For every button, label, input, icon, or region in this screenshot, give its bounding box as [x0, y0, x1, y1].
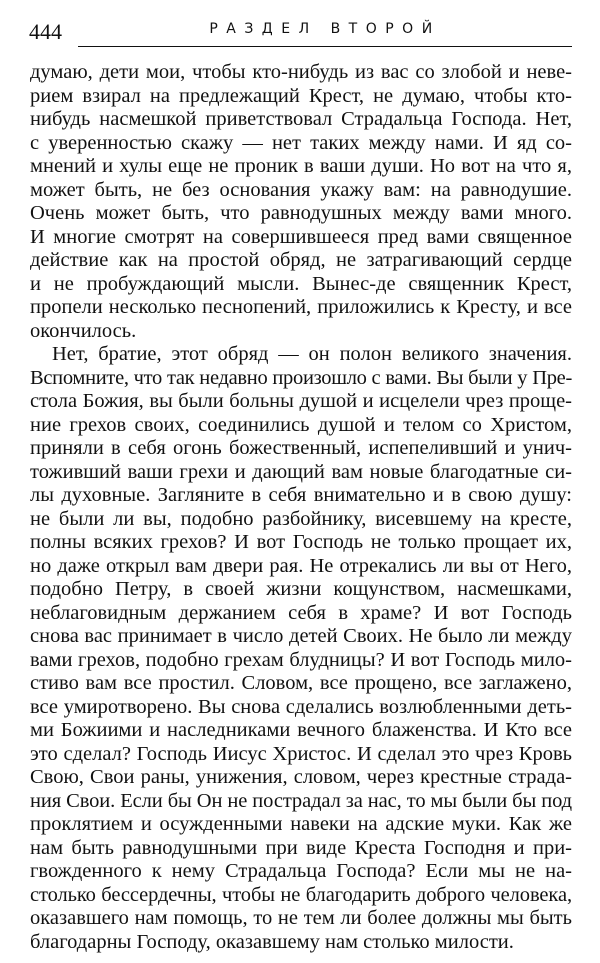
text-line: оказавшего нам помощь, то не тем ли более должны мы быть	[30, 907, 572, 929]
text-line: действие как на простой обряд, не затрагивающий сердце	[30, 249, 572, 271]
text-line: окончилось.	[30, 319, 137, 342]
text-line: ми Божиими и наследниками вечного блаженства. И Кто все	[30, 719, 572, 741]
text-line: неблаговидным держанием себя в храме? И вот Господь	[30, 601, 572, 624]
text-line: полны всяких грехов? И вот Господь не только прощает их,	[30, 531, 572, 553]
header-rule	[78, 46, 572, 47]
text-line: может быть, не без основания укажу вам: на равнодушие.	[30, 178, 572, 201]
text-line: вами грехов, подобно грехам блудницы? И вот Господь мило-	[30, 648, 572, 671]
text-line: и не пробуждающий мысли. Вынес-де священник Крест,	[30, 272, 572, 295]
text-line: ния Свои. Если бы Он не пострадал за нас, то мы были бы под	[30, 789, 572, 812]
text-line: Свою, Свои раны, унижения, словом, через крестные страда-	[30, 766, 572, 788]
text-line: приняли в себя огонь божественный, испепеливший и унич-	[30, 437, 572, 459]
text-line: И многие смотрят на совершившееся пред вами священное	[30, 225, 572, 248]
text-line: думаю, дети мои, чтобы кто-нибудь из вас со злобой и неве-	[30, 61, 572, 83]
text-line: благодарны Господу, оказавшему нам столько милости.	[30, 930, 514, 953]
running-title: РАЗДЕЛ ВТОРОЙ	[209, 21, 441, 37]
text-line: нам быть равнодушными при виде Креста Господня и при-	[30, 836, 572, 859]
page-number: 444	[29, 19, 62, 44]
text-line: снова вас принимает в число детей Своих. Не было ли между	[30, 625, 572, 647]
text-line: рием взирал на предлежащий Крест, не думаю, чтобы кто-	[30, 84, 572, 107]
text-line: лы духовные. Загляните в себя внимательно и в свою душу:	[30, 484, 572, 506]
text-line: стиво вам все простил. Словом, все прощено, все заглажено,	[30, 672, 572, 694]
text-line: стола Божия, вы были больны душой и исцелели чрез проще-	[30, 390, 572, 412]
text-line: с уверенностью скажу — нет таких между нами. И яд со-	[30, 131, 572, 154]
text-line: все умиротворено. Вы снова сделались возлюбленными деть-	[30, 695, 572, 718]
text-line: это сделал? Господь Иисус Христос. И сделал это чрез Кровь	[30, 742, 572, 765]
text-line: ние грехов своих, соединились душой и телом со Христом,	[30, 413, 572, 436]
text-line: нибудь насмешкой приветствовал Страдальца Господа. Нет,	[30, 108, 572, 130]
text-line: пропели несколько песнопений, приложились к Кресту, и все	[30, 296, 572, 318]
text-line: мнений и хулы еще не проник в ваши души. Но вот на что я,	[30, 155, 572, 177]
text-line: Вспомните, что так недавно произошло с вами. Вы были у Пре-	[30, 366, 572, 389]
text-line: тоживший ваши грехи и дающий вам новые благодатные си-	[30, 460, 572, 483]
text-line: гвожденного к нему Страдальца Господа? Если мы не на-	[30, 860, 572, 882]
text-line: не были ли вы, подобно разбойнику, висевшему на кресте,	[30, 507, 572, 530]
text-line: проклятием и осужденными навеки на адские муки. Как же	[30, 813, 572, 835]
text-line: подобно Петру, в своей жизни кощунством, насмешками,	[30, 578, 572, 600]
text-line: Нет, братие, этот обряд — он полон великого значения.	[52, 343, 572, 365]
text-line: столько бессердечны, чтобы не благодарить доброго человека,	[30, 883, 572, 906]
body-text	[30, 61, 572, 954]
text-line: но даже открыл вам двери рая. Не отрекались ли вы от Него,	[30, 554, 572, 577]
text-line: Очень может быть, что равнодушных между вами много.	[30, 202, 572, 224]
